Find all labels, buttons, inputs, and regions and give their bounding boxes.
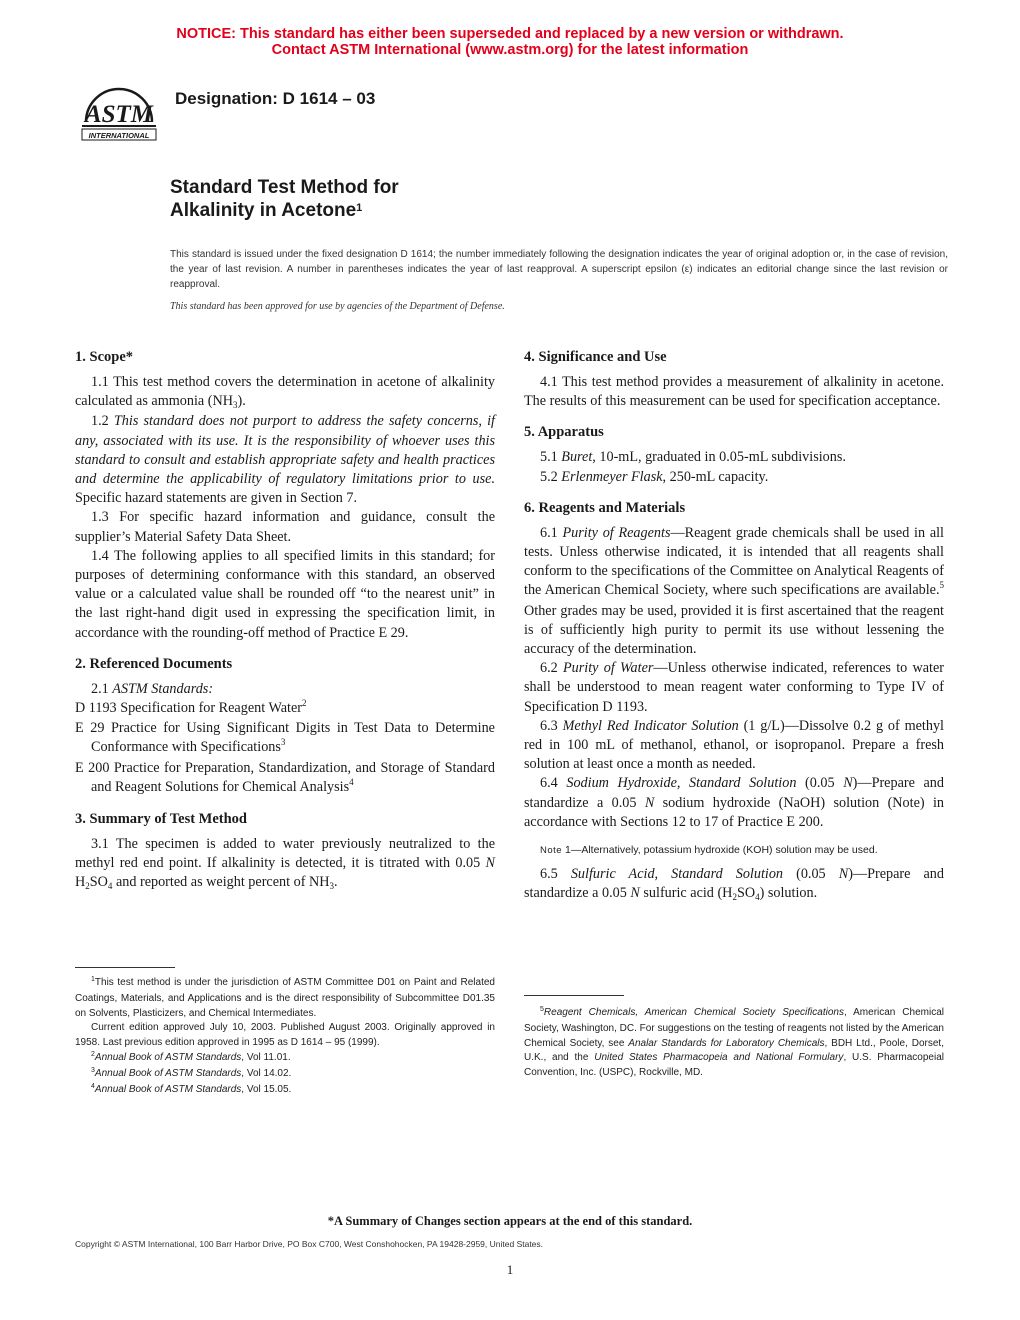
reference-footnote: 4 (349, 776, 354, 787)
title-line-2-text: Alkalinity in Acetone (170, 200, 357, 221)
notice-line-2: Contact ASTM International (www.astm.org) for the latest information (271, 42, 749, 58)
scope-p3: 1.3 For specific hazard information and guidance, consult the supplier’s Material Safety Data Sheet. (75, 509, 495, 545)
apparatus-num: 5.1 (540, 449, 562, 466)
summary-text: H (75, 874, 86, 891)
footnote-italic: Analar Standards for Laboratory Chemicals (628, 1037, 825, 1049)
summary-sub: 4 (107, 881, 113, 892)
reagents-text: Other grades may be used, provided it is first ascertained that the reagent is of sufficiently high purity to permit its use without lessening the accuracy of the determination. (524, 602, 944, 658)
reagents-footnote-mark: 5 (939, 580, 944, 591)
summary-text: 3.1 The specimen is added to water previously neutralized to the methyl red end point. If alkalinity is detected, it is titrated with 0.05 (75, 836, 495, 872)
reagents-text: sodium hydroxide (NaOH) solution (Note) in accordance with Sections 12 to 17 of Practice E 200. (524, 794, 945, 830)
footnote-italic: United States Pharmacopeia and National Formulary (594, 1052, 844, 1064)
footnote-1 (75, 976, 495, 1021)
reagents-sub: 4 (755, 892, 760, 903)
referenced-p1-italic: ASTM Standards: (112, 680, 214, 697)
footnote-text: , U.S. Pharmacopeial Convention, Inc. (USPC), Rockville, MD. (524, 1052, 944, 1079)
footnote-italic: Annual Book of ASTM Standards (94, 1051, 242, 1063)
footnote-5 (524, 1006, 944, 1081)
reference-item (75, 759, 495, 798)
summary-normality: N (485, 855, 495, 872)
scope-p2-num: 1.2 (91, 413, 114, 430)
summary-text: . (333, 874, 338, 891)
referenced-p1-num: 2.1 (91, 680, 113, 697)
apparatus-heading: 5. Apparatus (524, 424, 604, 441)
summary-of-changes-notice: *A Summary of Changes section appears at the end of this standard. (327, 1214, 693, 1228)
footnote-4 (75, 1083, 495, 1099)
reagents-heading: 6. Reagents and Materials (524, 499, 686, 516)
apparatus-item (524, 468, 944, 487)
designation: Designation: D 1614 – 03 (175, 89, 376, 108)
apparatus-rest: , 10-mL, graduated in 0.05-mL subdivisions. (592, 449, 846, 466)
footnote-text: , Vol 14.02. (241, 1067, 292, 1079)
reference-footnote: 2 (301, 698, 307, 709)
summary-text: SO (89, 874, 108, 891)
footnote-mark: 1 (91, 976, 95, 983)
reagents-text: ) solution. (759, 885, 818, 902)
reagents-text: SO (736, 885, 756, 902)
footnote-text: , Vol 11.01. (241, 1051, 291, 1063)
reagents-p2 (524, 659, 944, 717)
reagents-text: —Unless otherwise indicated, references to water shall be understood to mean reagent water conforming to Type IV of Specification D 1193. (524, 660, 945, 715)
footnote-2 (75, 1051, 495, 1067)
scope-p1-end: ). (237, 393, 246, 410)
reference-text: E 200 Practice for Preparation, Standardization, and Storage of Standard and Reagent Solutions for Chemical Analysis (75, 759, 495, 795)
footnote-text: , BDH Ltd., Poole, Dorset, U.K., and the (524, 1037, 944, 1064)
section-referenced (75, 655, 495, 798)
reference-text: D 1193 Specification for Reagent Water (75, 700, 302, 717)
footnote-mark: 3 (91, 1066, 95, 1074)
page-title (170, 176, 399, 222)
footnotes-right (524, 1006, 944, 1081)
logo-subtext: INTERNATIONAL (88, 131, 150, 140)
summary-text: and reported as weight percent of NH (112, 874, 330, 891)
reagents-p3 (524, 717, 944, 775)
reagents-text: )—Prepare and standardize a 0.05 (524, 775, 944, 811)
reagents-num: 6.4 (540, 775, 567, 792)
notice-line-1: NOTICE: This standard has either been superseded and replaced by a new version or withdrawn. (176, 26, 844, 42)
reagents-text: sulfuric acid (H (639, 885, 733, 902)
reagents-italic: Purity of Water (563, 660, 654, 677)
reference-footnote: 3 (280, 737, 286, 748)
copyright: Copyright © ASTM International, 100 Barr Harbor Drive, PO Box C700, West Conshohocken, PA 19428-2959, United States. (75, 1239, 544, 1249)
footnote-text: , Vol 15.05. (241, 1083, 292, 1095)
footnote-mark: 5 (540, 1006, 544, 1013)
apparatus-item (524, 448, 944, 467)
reagents-text: (0.05 (783, 866, 839, 883)
title-line-1: Standard Test Method for (170, 177, 399, 198)
right-column (524, 348, 944, 916)
footnotes-left (75, 976, 495, 1098)
scope-p2-italic: This standard does not purport to address the safety concerns, if any, associated with its use. It is the responsibility of whoever uses this standard to consult and establish appropriate safety and health practices and determine the applicability of regulatory limitations prior to use. (75, 413, 495, 488)
reagents-italic: Purity of Reagents (562, 524, 671, 541)
reagents-text: )—Prepare and standardize a 0.05 (524, 866, 944, 902)
reagents-p4 (524, 774, 944, 832)
reagents-normality: N (644, 794, 655, 811)
reagents-italic: Methyl Red Indicator Solution (562, 717, 739, 734)
footnote-mark: 4 (91, 1082, 95, 1090)
approval-statement: This standard has been approved for use by agencies of the Department of Defense. (170, 301, 505, 312)
summary-heading: 3. Summary of Test Method (75, 811, 247, 828)
scope-p1 (75, 373, 495, 412)
reagents-text: (0.05 (796, 775, 844, 792)
footnote-italic: Reagent Chemicals, American Chemical Society Specifications (543, 1007, 844, 1018)
apparatus-num: 5.2 (540, 468, 562, 485)
reagents-sub: 2 (732, 892, 737, 903)
footnote-1b: Current edition approved July 10, 2003. Published August 2003. Originally approved in 1958. Last previous edition approved in 1995 as D 1614 – 95 (1999). (75, 1022, 495, 1049)
footnote-text: , American Chemical Society, Washington, DC. For suggestions on the testing of reagents not listed by the American Chemical Society, see (524, 1007, 944, 1049)
referenced-p1 (75, 680, 495, 699)
reference-text: E 29 Practice for Using Significant Digits in Test Data to Determine Conformance with Specifications (75, 720, 495, 756)
footnote-italic: Annual Book of ASTM Standards (94, 1083, 242, 1095)
section-scope (75, 348, 495, 643)
section-summary (75, 810, 495, 894)
page-number: 1 (506, 1262, 514, 1277)
note-text: 1—Alternatively, potassium hydroxide (KOH) solution may be used. (562, 844, 878, 857)
reagents-num: 6.1 (540, 524, 563, 541)
reference-item (75, 719, 495, 758)
title-footnote-mark: 1 (356, 202, 363, 214)
summary-sub: 3 (329, 881, 334, 892)
apparatus-italic: Erlenmeyer Flask (561, 468, 663, 485)
reagents-num: 6.3 (540, 717, 563, 734)
note-1 (524, 842, 944, 859)
scope-p2-rest: Specific hazard statements are given in Section 7. (75, 490, 358, 507)
reagents-num: 6.2 (540, 660, 563, 677)
reagents-italic: Sulfuric Acid, Standard Solution (570, 866, 784, 883)
apparatus-rest: , 250-mL capacity. (662, 468, 769, 485)
left-column (75, 348, 495, 906)
referenced-heading: 2. Referenced Documents (75, 655, 233, 672)
note-label: Note (540, 845, 563, 857)
reagents-text: (1 g/L)—Dissolve 0.2 g of methyl red in 100 mL of methanol, ethanol, or isopropanol. Prepare a fresh solution at least once a month as needed. (524, 717, 945, 773)
footnote-mark: 2 (91, 1050, 95, 1058)
reagents-num: 6.5 (540, 866, 571, 883)
scope-p1-sub: 3 (232, 400, 238, 411)
astm-logo-icon (78, 78, 160, 148)
footnote-3 (75, 1067, 495, 1083)
footnote-divider-left (75, 967, 175, 968)
footnote-italic: Annual Book of ASTM Standards (94, 1067, 242, 1079)
reagents-p1 (524, 524, 944, 659)
apparatus-italic: Buret (561, 449, 593, 466)
scope-p2 (75, 412, 495, 508)
section-significance (524, 348, 944, 411)
significance-heading: 4. Significance and Use (524, 349, 667, 365)
reagents-normality: N (630, 885, 640, 902)
significance-p1: 4.1 This test method provides a measurement of alkalinity in acetone. The results of this measurement can be used for specification acceptance. (524, 374, 944, 410)
scope-p1-text: 1.1 This test method covers the determination in acetone of alkalinity calculated as ammonia (NH (75, 374, 495, 410)
section-apparatus (524, 423, 944, 486)
issuance-statement: This standard is issued under the fixed designation D 1614; the number immediately following the designation indicates the year of original adoption or, in the case of revision, the year of last revision. A number in parentheses indicates the year of last reapproval. A superscript epsilon (ε) indicates an editorial change since the last revision or reapproval. (170, 249, 948, 290)
title-line-2 (170, 199, 399, 222)
reagents-italic: Sodium Hydroxide, Standard Solution (566, 775, 797, 792)
reagents-text: —Reagent grade chemicals shall be used in all tests. Unless otherwise indicated, it is intended that all reagents shall conform to the specifications of the Committee on Analytical Reagents of the American Chemical Society, where such specifications are available. (524, 524, 944, 599)
reagents-p5 (524, 865, 944, 904)
scope-p4: 1.4 The following applies to all specified limits in this standard; for purposes of determining conformance with this standard, an observed value or a calculated value shall be rounded off “to the nearest unit” in the last right-hand digit used in expressing the specification limit, in accordance with the rounding-off method of Practice E 29. (75, 547, 495, 641)
scope-heading: 1. Scope* (75, 349, 133, 365)
reagents-normality: N (843, 775, 853, 792)
summary-p1 (75, 835, 495, 894)
withdrawal-notice (0, 26, 1020, 58)
footnote-divider-right (524, 995, 624, 996)
reference-item (75, 699, 495, 719)
reagents-normality: N (838, 866, 849, 883)
section-reagents (524, 499, 944, 905)
logo-text: ASTM (84, 101, 154, 128)
summary-sub: 2 (85, 881, 90, 892)
footnote-text: This test method is under the jurisdiction of ASTM Committee D01 on Paint and Related Coatings, Materials, and Applications and is the direct responsibility of Subcommittee D01.35 on Solvents, Plasticizers, and Chemical Intermediates. (75, 977, 495, 1019)
